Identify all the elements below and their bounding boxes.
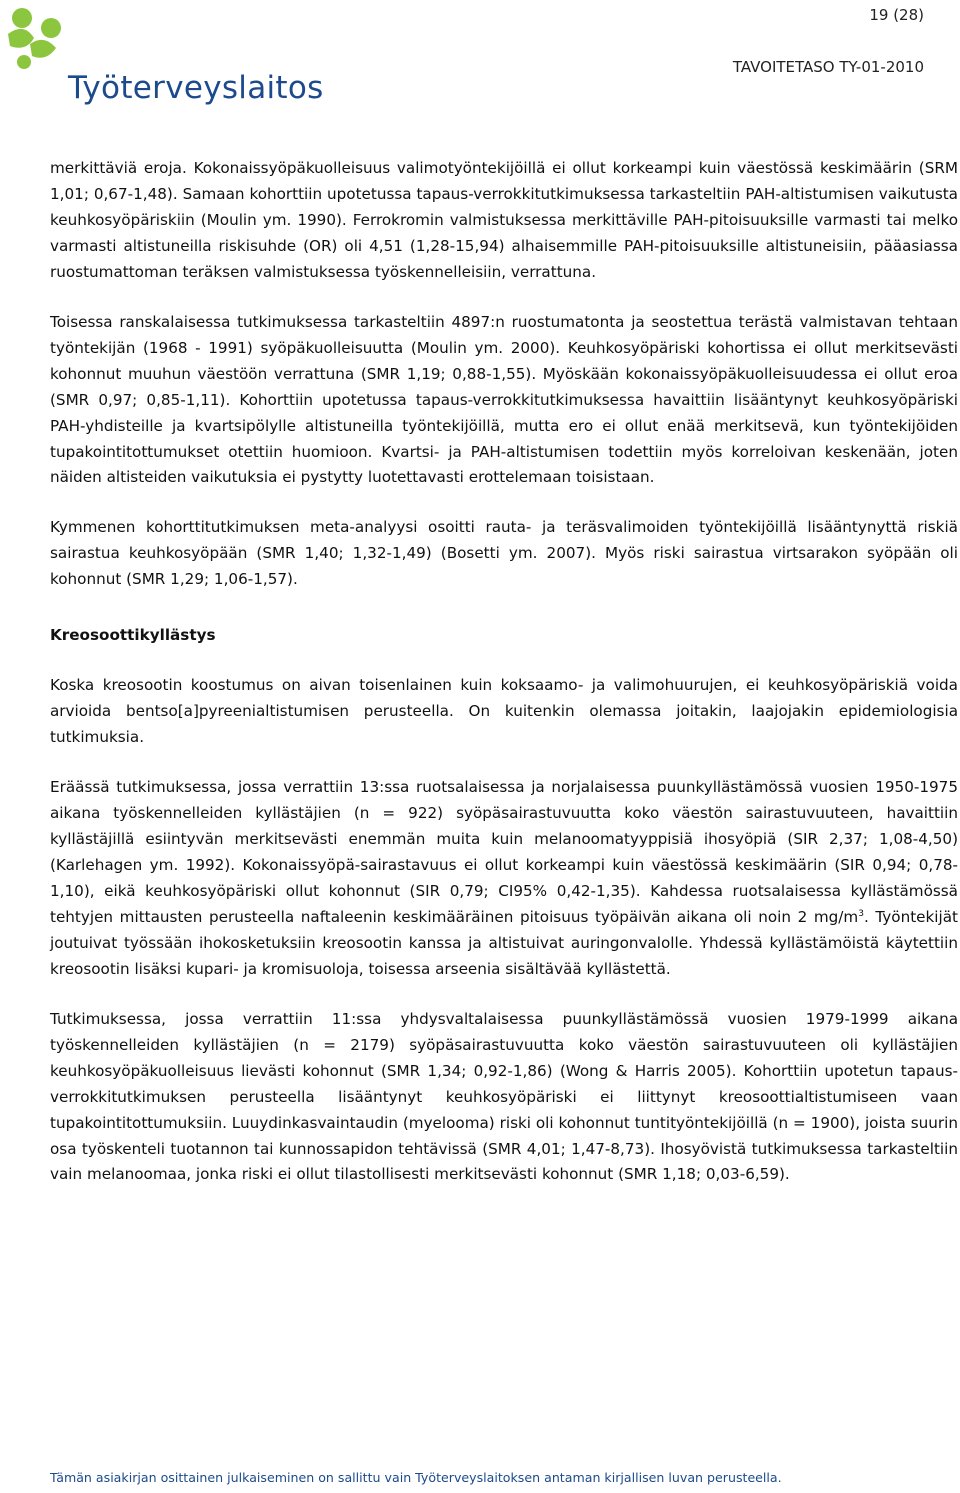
section-heading: Kreosoottikyllästys (50, 626, 216, 645)
document-code: TAVOITETASO TY-01-2010 (732, 58, 924, 76)
paragraph-2: Toisessa ranskalaisessa tutkimuksessa tarkasteltiin 4897:n ruostumatonta ja seostettua terästä valmistavan tehtaan työntekijän (1968 - 1991) syöpäkuolleisuutta (Moulin ym. 2000). Keuhkosyöpäriski kohortissa ei ollut merkitsevästi kohonnut muuhun väestöön verrattuna (SMR 1,19; 0,88-1,55). Myöskään kokonaissyöpäkuolleisuudessa ei ollut eroa (SMR 0,97; 0,85-1,11). Kohorttiin upotetussa tapaus-verrokkitutkimuksessa havaittiin lisääntynyt keuhkosyöpäriski PAH-yhdisteille ja kvartsipölylle altistuneilla työntekijöillä, mutta ero ei ollut enää merkitsevä, kun työntekijöiden tupakointitottumukset otettiin huomioon. Kvartsi- ja PAH-altistumisen todettiin myös korreloivan keskenään, joten näiden altisteiden vaikutuksia ei pystytty luotettavasti erottelemaan toisistaan. (50, 312, 958, 487)
page-header (0, 0, 960, 120)
logo-text: Työterveyslaitos (68, 70, 324, 106)
paragraph-3: Kymmenen kohorttitutkimuksen meta-analyysi osoitti rauta- ja teräsvalimoiden työntekijöillä lisääntynyttä riskiä sairastua keuhkosyöpään (SMR 1,40; 1,32-1,49) (Bosetti ym. 2007). Myös riski sairastua virtsarakon syöpään oli kohonnut (SMR 1,29; 1,06-1,57). (50, 518, 958, 589)
paragraph-5 (50, 775, 958, 983)
logo (4, 4, 334, 114)
document-body (50, 156, 958, 1188)
paragraph-6: Tutkimuksessa, jossa verrattiin 11:ssa yhdysvaltalaisessa puunkyllästämössä vuosien 1979-1999 aikana työskennelleiden kyllästäjien (n = 2179) syöpäsairastuvuutta koko väestön sairastuvuuteen oli kyllästäjien keuhkosyöpäkuolleisuus lievästi kohonnut (SMR 1,34; 0,92-1,86) (Wong & Harris 2005). Kohorttiin upotetun tapaus-verrokkitutkimuksen perusteella lisääntynyt keuhkosyöpäriski ei liittynyt kreosoottialtistumiseen vaan tupakointitottumuksiin. Luuydinkasvaintaudin (myelooma) riski oli kohonnut tuntityöntekijöillä (n = 1900), joista suurin osa työskenteli tuotannon tai kunnossapidon tehtävissä (SMR 4,01; 1,47-8,73). Ihosyövistä tutkimuksessa tarkasteltiin vain melanoomaa, jonka riski ei ollut tilastollisesti merkitsevästi kohonnut (SMR 1,18; 0,03-6,59). (50, 1009, 958, 1184)
footer-notice: Tämän asiakirjan osittainen julkaiseminen on sallittu vain Työterveyslaitoksen antaman kirjallisen luvan perusteella. (50, 1470, 782, 1485)
paragraph-4: Koska kreosootin koostumus on aivan toisenlainen kuin koksaamo- ja valimohuurujen, ei keuhkosyöpäriskiä voida arvioida bentso[a]pyreenialtistumisen perusteella. On kuitenkin olemassa joitakin, laajojakin epidemiologisia tutkimuksia. (50, 676, 958, 747)
superscript-3: 3 (858, 908, 864, 919)
paragraph-5-part-b: . Työntekijät joutuivat työssään ihokosketuksiin kreosootin kanssa ja altistuivat auringonvalolle. Yhdessä kyllästämöistä käytettiin kreosootin lisäksi kupari- ja kromisuoloja, toisessa arseenia sisältävää kyllästettä. (50, 907, 959, 978)
paragraph-1: merkittäviä eroja. Kokonaissyöpäkuolleisuus valimotyöntekijöillä ei ollut korkeampi kuin väestössä keskimäärin (SRM 1,01; 0,67-1,48). Samaan kohorttiin upotetussa tapaus-verrokkitutkimuksessa tarkasteltiin PAH-altistumisen vaikutusta keuhkosyöpäriskiin (Moulin ym. 1990). Ferrokromin valmistuksessa merkittäville PAH-pitoisuuksille varmasti tai melko varmasti altistuneilla riskisuhde (OR) oli 4,51 (1,28-15,94) alhaisemmille PAH-pitoisuuksille altistuneisiin, pääasiassa ruostumattoman teräksen valmistuksessa työskennelleisiin, verrattuna. (50, 159, 958, 281)
page-number: 19 (28) (869, 6, 924, 24)
paragraph-5-part-a: Eräässä tutkimuksessa, jossa verrattiin 13:ssa ruotsalaisessa ja norjalaisessa puunkyllästämössä vuosien 1950-1975 aikana työskennelleiden kyllästäjien (n = 922) syöpäsairastuvuutta koko väestön sairastuvuuteen, havaittiin kyllästäjillä esiintyvän merkitsevästi enemmän muita kuin melanoomatyyppisiä ihosyöpiä (SIR 2,37; 1,08-4,50) (Karlehagen ym. 1992). Kokonaissyöpä-sairastavuus ei ollut korkeampi kuin väestössä keskimäärin (SIR 0,94; 0,78-1,10), eikä keuhkosyöpäriski ollut kohonnut (SIR 0,79; CI95% 0,42-1,35). Kahdessa ruotsalaisessa kyllästämössä tehtyjen mittausten perusteella naftaleenin keskimääräinen pitoisuus työpäivän aikana oli noin 2 mg/m (50, 778, 958, 926)
